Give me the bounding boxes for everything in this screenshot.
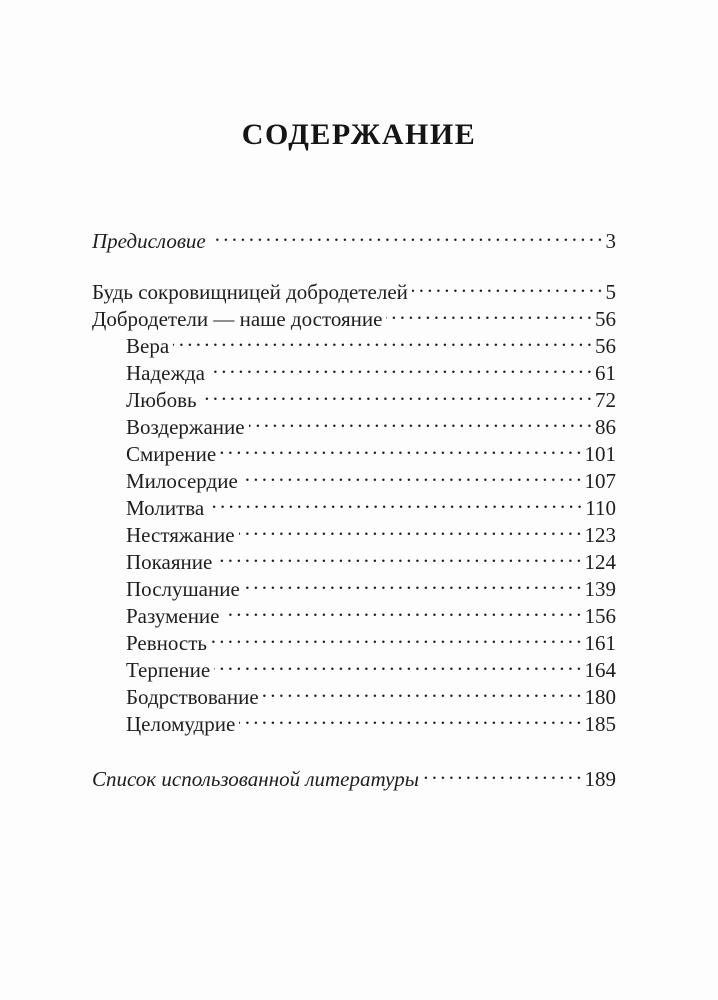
toc-entry-obedience	[126, 568, 616, 601]
dot-leader	[211, 622, 581, 650]
dot-leader	[208, 487, 581, 515]
toc-entry-repentance	[126, 541, 616, 574]
toc-entry-patience	[126, 649, 616, 682]
toc-entry-vigilance	[126, 676, 616, 709]
toc-entry-label: Предисловие	[92, 229, 206, 253]
toc-entry-hope	[126, 352, 616, 385]
toc-entry-label: Разумение	[126, 604, 220, 628]
toc-entry-page: 86	[595, 415, 616, 439]
toc-entry-mercy	[126, 460, 616, 493]
toc-entry-page: 156	[584, 604, 616, 628]
toc-entry-virtues	[92, 298, 616, 331]
toc-entry-page: 3	[605, 229, 616, 253]
toc-entry-page: 124	[584, 550, 616, 574]
dot-leader	[263, 676, 581, 704]
toc-entry-label: Список использованной литературы	[92, 767, 419, 791]
toc-entry-abstinence	[126, 406, 616, 439]
toc-entry-faith	[126, 325, 616, 358]
toc-entry-bibliography	[92, 758, 616, 791]
toc-entry-preface	[92, 220, 616, 253]
toc-entry-label: Молитва	[126, 496, 205, 520]
toc-entry-label: Милосердие	[126, 469, 238, 493]
dot-leader	[220, 433, 580, 461]
dot-leader	[224, 595, 581, 623]
toc-entry-humility	[126, 433, 616, 466]
dot-leader	[214, 649, 580, 677]
dot-leader	[201, 379, 591, 407]
toc-entry-page: 139	[584, 577, 616, 601]
dot-leader	[209, 352, 591, 380]
dot-leader	[412, 271, 602, 299]
toc-entry-label: Воздержание	[126, 415, 245, 439]
dot-leader	[210, 220, 602, 248]
dot-leader	[242, 460, 581, 488]
toc-entry-nonpossession	[126, 514, 616, 547]
toc-entry-page: 189	[584, 767, 616, 791]
toc-entry-page: 61	[595, 361, 616, 385]
toc-entry-page: 161	[584, 631, 616, 655]
toc-entry-page: 56	[595, 307, 616, 331]
toc-entry-label: Будь сокровищницей добродетелей	[92, 280, 408, 304]
dot-leader	[173, 325, 591, 353]
dot-leader	[249, 406, 591, 434]
toc-entry-page: 101	[584, 442, 616, 466]
toc-entry-label: Любовь	[126, 388, 197, 412]
toc-entry-understanding	[126, 595, 616, 628]
toc-entry-love	[126, 379, 616, 412]
toc-entry-prayer	[126, 487, 616, 520]
toc-entry-page: 180	[584, 685, 616, 709]
toc-entry-page: 72	[595, 388, 616, 412]
toc-entry-label: Ревность	[126, 631, 207, 655]
toc-entry-page: 185	[584, 712, 616, 736]
toc-entry-label: Послушание	[126, 577, 240, 601]
toc-entry-page: 56	[595, 334, 616, 358]
toc-entry-zeal	[126, 622, 616, 655]
page-title: СОДЕРЖАНИЕ	[241, 118, 477, 151]
toc-entry-label: Смирение	[126, 442, 217, 466]
toc-entry-page: 107	[584, 469, 616, 493]
toc-entry-page: 5	[605, 280, 616, 304]
toc-entry-page: 164	[584, 658, 616, 682]
toc-entry-label: Целомудрие	[126, 712, 236, 736]
toc-entry-treasury	[92, 271, 616, 304]
dot-leader	[239, 514, 581, 542]
toc-entry-chastity	[126, 703, 616, 736]
toc-entry-label: Покаяние	[126, 550, 213, 574]
toc-entry-label: Добродетели — наше достояние	[92, 307, 383, 331]
dot-leader	[216, 541, 580, 569]
toc-entry-page: 123	[584, 523, 616, 547]
toc-entry-label: Нестяжание	[126, 523, 235, 547]
dot-leader	[244, 568, 581, 596]
dot-leader	[423, 758, 581, 786]
toc-entry-label: Терпение	[126, 658, 211, 682]
toc-entry-page: 110	[585, 496, 616, 520]
toc-entry-label: Надежда	[126, 361, 206, 385]
dot-leader	[239, 703, 580, 731]
toc-entry-label: Бодрствование	[126, 685, 259, 709]
dot-leader	[386, 298, 591, 326]
toc-entry-label: Вера	[126, 334, 170, 358]
